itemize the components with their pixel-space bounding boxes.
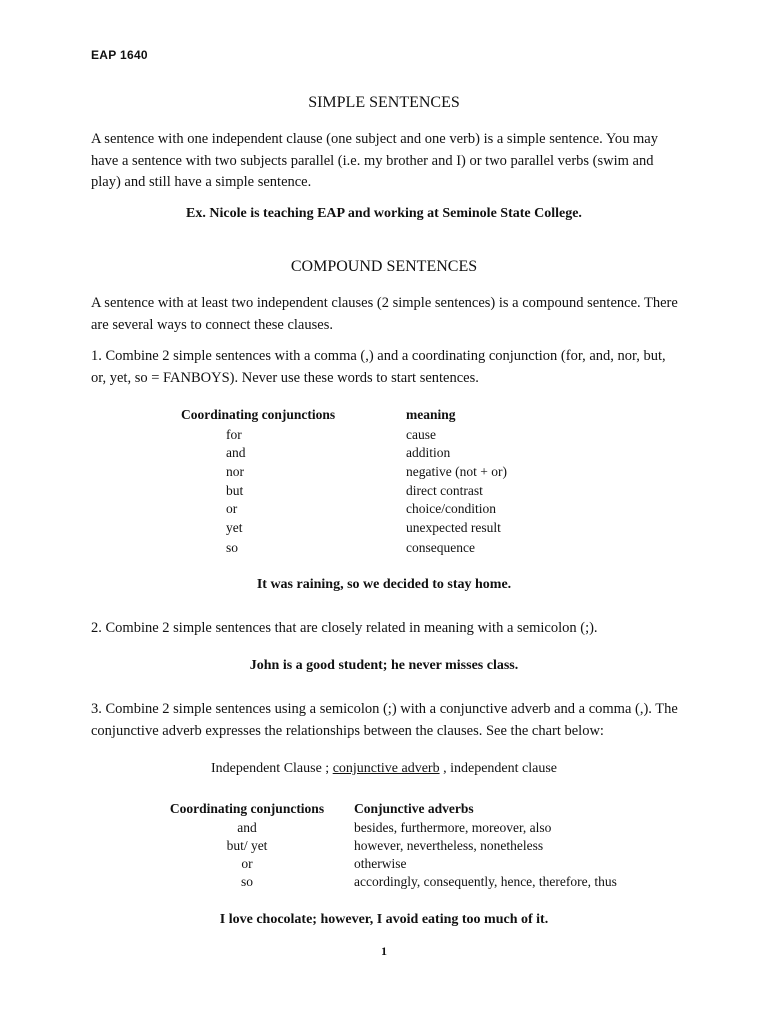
table2-adverbs: accordingly, consequently, hence, therefore, thus — [354, 874, 617, 889]
table2-conjunction: so — [240, 874, 253, 889]
formula-part-3: , independent clause — [439, 761, 557, 776]
table1-conjunction: so — [226, 540, 239, 555]
compound-sentences-title: COMPOUND SENTENCES — [290, 258, 478, 275]
table2-adverbs: otherwise — [354, 856, 407, 871]
table1-meaning: cause — [406, 427, 436, 442]
rule-2: 2. Combine 2 simple sentences that are closely related in meaning with a semicolon (;). — [91, 620, 598, 636]
table2-adverbs: however, nevertheless, nonetheless — [354, 838, 544, 853]
formula-line — [0, 761, 768, 777]
table2-adverbs: besides, furthermore, moreover, also — [354, 820, 552, 835]
table2-conjunction: and — [237, 820, 257, 835]
table1-meaning: consequence — [406, 540, 475, 555]
course-code: EAP 1640 — [91, 48, 148, 62]
table1-header-meaning: meaning — [406, 407, 456, 422]
table1-meaning: unexpected result — [406, 520, 501, 535]
table1-meaning: direct contrast — [406, 483, 483, 498]
table1-meaning: choice/condition — [406, 501, 496, 516]
rule-1: 1. Combine 2 simple sentences with a comma (,) and a coordinating conjunction (for, and, nor, but, or, yet, so = FANBOYS). Never use these words to start sentences. — [91, 348, 666, 386]
table1-conjunction: yet — [226, 520, 243, 535]
table2-conjunction: or — [241, 856, 253, 871]
table1-meaning: negative (not + or) — [406, 464, 507, 479]
table1-header-conjunctions: Coordinating conjunctions — [181, 407, 336, 422]
compound-example-1: It was raining, so we decided to stay home. — [256, 577, 512, 592]
formula-conjunctive-adverb: conjunctive adverb — [332, 761, 440, 776]
table1-conjunction: nor — [226, 464, 244, 479]
page-number: 1 — [381, 944, 387, 958]
table2-conjunction: but/ yet — [226, 838, 268, 853]
formula-part-1: Independent Clause ; — [211, 761, 333, 776]
rule-3: 3. Combine 2 simple sentences using a semicolon (;) with a conjunctive adverb and a comma (,). The conjunctive adverb expresses the relationships between the clauses. See the chart below: — [91, 701, 678, 739]
compound-intro: A sentence with at least two independent clauses (2 simple sentences) is a compound sentence. There are several ways to connect these clauses. — [91, 295, 678, 333]
table2-header-adverbs: Conjunctive adverbs — [354, 801, 474, 816]
simple-example: Ex. Nicole is teaching EAP and working at Seminole State College. — [186, 206, 582, 221]
table1-conjunction: for — [226, 427, 242, 442]
compound-example-3: I love chocolate; however, I avoid eating too much of it. — [219, 912, 549, 927]
table1-conjunction: or — [226, 501, 238, 516]
simple-sentences-body: A sentence with one independent clause (one subject and one verb) is a simple sentence. You may have a sentence with two subjects parallel (i.e. my brother and I) or two parallel verbs (swim and play) and still have a simple sentence. — [91, 131, 658, 190]
simple-sentences-title: SIMPLE SENTENCES — [308, 94, 460, 111]
table2-header-conjunctions: Coordinating conjunctions — [169, 801, 325, 816]
table1-conjunction: and — [226, 445, 246, 460]
table1-meaning: addition — [406, 445, 451, 460]
compound-example-2: John is a good student; he never misses class. — [249, 658, 519, 673]
table1-conjunction: but — [226, 483, 244, 498]
